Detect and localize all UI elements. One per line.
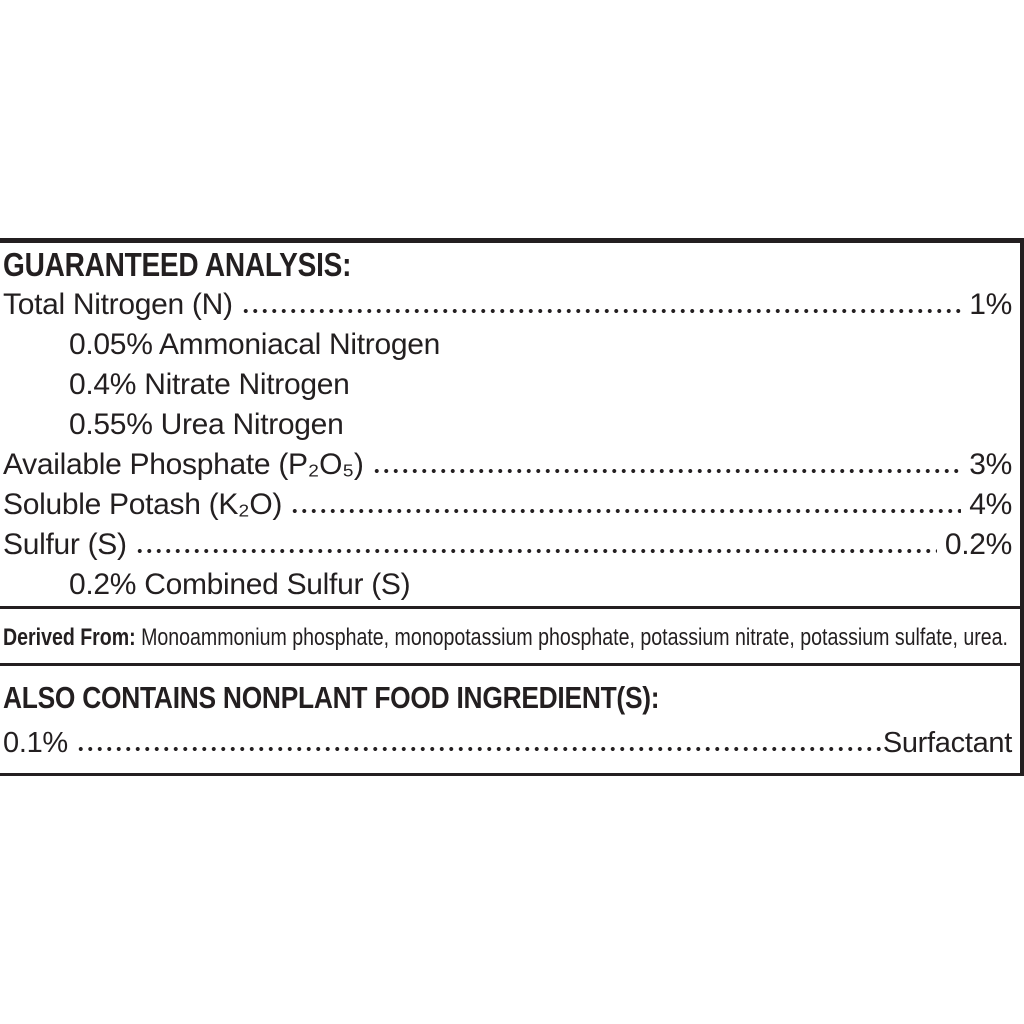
row-label: 0.05% Ammoniacal Nitrogen bbox=[69, 328, 441, 361]
fertilizer-label-panel bbox=[0, 238, 1024, 776]
analysis-row-sub bbox=[3, 325, 1012, 365]
row-label: 0.55% Urea Nitrogen bbox=[69, 408, 344, 441]
analysis-rows bbox=[3, 285, 1012, 605]
guaranteed-analysis-heading: GUARANTEED ANALYSIS: bbox=[3, 246, 352, 283]
derived-from-text: Monoammonium phosphate, monopotassium phosphate, potassium nitrate, potassium sulfate, urea. bbox=[141, 624, 1008, 651]
analysis-row bbox=[3, 285, 1012, 325]
dot-leader bbox=[76, 746, 883, 752]
analysis-row-sub bbox=[3, 565, 1012, 605]
row-label: 0.2% Combined Sulfur (S) bbox=[69, 568, 411, 601]
dot-leader bbox=[372, 468, 962, 474]
row-value: 4% bbox=[969, 488, 1012, 521]
row-label: 0.1% bbox=[3, 727, 68, 759]
also-contains-section bbox=[0, 666, 1020, 773]
analysis-row bbox=[3, 525, 1012, 565]
row-value: 3% bbox=[969, 448, 1012, 481]
derived-from-content bbox=[3, 622, 1008, 654]
also-contains-rows bbox=[3, 722, 1012, 764]
dot-leader bbox=[135, 548, 937, 554]
analysis-row bbox=[3, 485, 1012, 525]
row-label: 0.4% Nitrate Nitrogen bbox=[69, 368, 350, 401]
dot-leader bbox=[290, 508, 961, 514]
analysis-row-sub bbox=[3, 405, 1012, 445]
derived-from-line bbox=[3, 609, 1012, 654]
row-label: Soluble Potash (K₂O) bbox=[3, 488, 283, 521]
row-value: 1% bbox=[969, 288, 1012, 321]
analysis-row-sub bbox=[3, 365, 1012, 405]
derived-from-label: Derived From: bbox=[3, 624, 136, 651]
row-label: Total Nitrogen (N) bbox=[3, 288, 233, 321]
also-contains-heading: ALSO CONTAINS NONPLANT FOOD INGREDIENT(S): bbox=[3, 680, 660, 715]
guaranteed-analysis-section bbox=[0, 243, 1020, 609]
row-label: Available Phosphate (P₂O₅) bbox=[3, 448, 364, 481]
nonplant-ingredient-row bbox=[3, 722, 1012, 764]
derived-from-section bbox=[0, 609, 1020, 666]
dot-leader bbox=[241, 308, 962, 314]
analysis-row bbox=[3, 445, 1012, 485]
row-label: Sulfur (S) bbox=[3, 528, 127, 561]
row-value: 0.2% bbox=[944, 528, 1012, 561]
row-value: Surfactant bbox=[882, 727, 1012, 759]
